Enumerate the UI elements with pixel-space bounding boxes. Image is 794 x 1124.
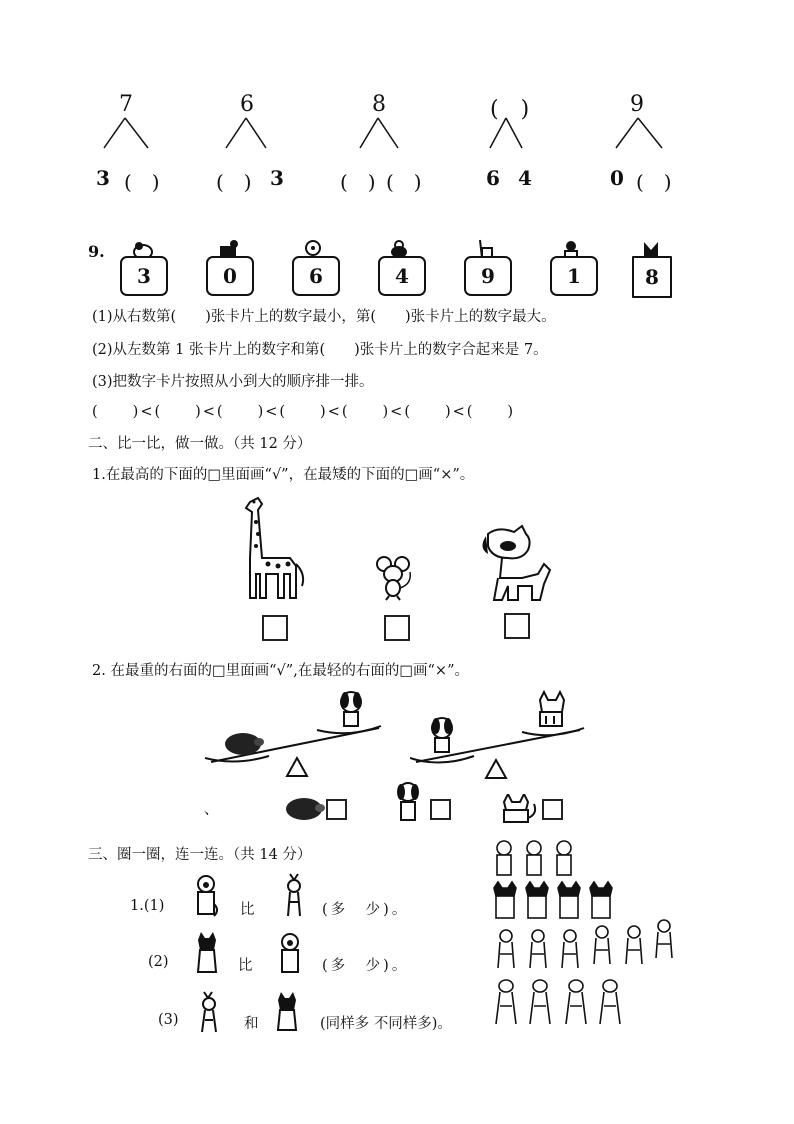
number-tree-2 (214, 92, 304, 192)
tree-branches (88, 118, 178, 148)
mouse-image (372, 552, 416, 602)
pig-icon (284, 796, 326, 822)
compare-word: 比 (240, 902, 255, 918)
tree-left: 0 (610, 166, 624, 190)
animal-group-image (486, 838, 682, 1030)
answer-box-pig[interactable] (326, 799, 347, 820)
tree-right: 3 (270, 166, 284, 190)
cat-icon (274, 992, 300, 1034)
card-row (0, 238, 794, 298)
dog-image (478, 524, 556, 602)
more-less-options[interactable]: (多 少)。 (322, 902, 410, 918)
answer-box-mouse[interactable] (384, 615, 410, 641)
number-card-7[interactable]: 8 (632, 256, 672, 298)
monkey-icon (276, 932, 304, 976)
tree-top: 8 (372, 92, 386, 117)
number-card-1[interactable]: 3 (120, 256, 168, 296)
monkey-icon (192, 874, 220, 918)
tree-right[interactable]: ( ) (124, 170, 160, 194)
answer-box-giraffe[interactable] (262, 615, 288, 641)
tree-branches (606, 118, 696, 148)
tree-branches (214, 118, 304, 148)
number-card-5[interactable]: 9 (464, 256, 512, 296)
tree-top[interactable]: ( ) (490, 97, 530, 122)
row-number: (2) (148, 954, 169, 970)
row-number: (3) (158, 1012, 179, 1028)
stray-mark: 、 (204, 802, 219, 818)
compare-row-2 (0, 928, 470, 978)
q9-part-1: (1)从右数第( )张卡片上的数字最小，第( )张卡片上的数字最大。 (92, 309, 556, 325)
section-2-title: 二、比一比，做一做。（共 12 分） (88, 436, 312, 452)
number-card-2[interactable]: 0 (206, 256, 254, 296)
tree-branches (338, 118, 438, 148)
section-2-question-2: 2. 在最重的右面的□里面画“√”,在最轻的右面的□画“×”。 (92, 663, 469, 679)
number-tree-3 (338, 92, 438, 192)
tree-right[interactable]: ( ) (386, 170, 422, 194)
compare-word: 比 (238, 958, 253, 974)
number-card-4[interactable]: 4 (378, 256, 426, 296)
compare-row-3 (0, 986, 480, 1036)
number-tree-5 (606, 92, 696, 192)
number-tree-1 (88, 92, 178, 192)
balance-scale-right (410, 690, 588, 786)
order-answer-row[interactable]: ( )<( )<( )<( )<( )<( )<( ) (92, 404, 516, 420)
compare-row-1 (0, 868, 470, 918)
number-tree-4 (480, 92, 570, 192)
compare-word: 和 (244, 1016, 259, 1032)
tree-left[interactable]: ( ) (216, 170, 252, 194)
answer-box-cat[interactable] (542, 799, 563, 820)
tree-left[interactable]: ( ) (340, 170, 376, 194)
same-options[interactable]: (同样多 不同样多)。 (320, 1016, 452, 1032)
deer-icon (282, 872, 306, 918)
tree-top: 7 (119, 92, 133, 117)
row-number: 1.(1) (130, 898, 165, 914)
balance-scale-left (205, 684, 385, 784)
section-2-question-1: 1.在最高的下面的□里面画“√”，在最矮的下面的□画“×”。 (92, 467, 475, 483)
question-9-label: 9. (88, 242, 105, 261)
giraffe-image (236, 494, 310, 602)
tree-top: 6 (240, 92, 254, 117)
number-card-6[interactable]: 1 (550, 256, 598, 296)
tree-right: 4 (518, 166, 532, 190)
tree-branches (480, 118, 570, 148)
cat-icon (500, 794, 540, 824)
tree-right[interactable]: ( ) (636, 170, 672, 194)
answer-box-dog-small[interactable] (430, 799, 451, 820)
tree-left: 6 (486, 166, 500, 190)
deer-icon (196, 990, 222, 1034)
dog-icon (392, 780, 424, 824)
q9-part-2: (2)从左数第 1 张卡片上的数字和第( )张卡片上的数字合起来是 7。 (92, 342, 548, 358)
answer-box-dog[interactable] (504, 613, 530, 639)
more-less-options[interactable]: (多 少)。 (322, 958, 410, 974)
cat-icon (194, 932, 220, 976)
q9-part-3: (3)把数字卡片按照从小到大的顺序排一排。 (92, 374, 374, 390)
section-3-title: 三、圈一圈，连一连。（共 14 分） (88, 847, 312, 863)
tree-top: 9 (630, 92, 644, 117)
number-card-3[interactable]: 6 (292, 256, 340, 296)
tree-left: 3 (96, 166, 110, 190)
